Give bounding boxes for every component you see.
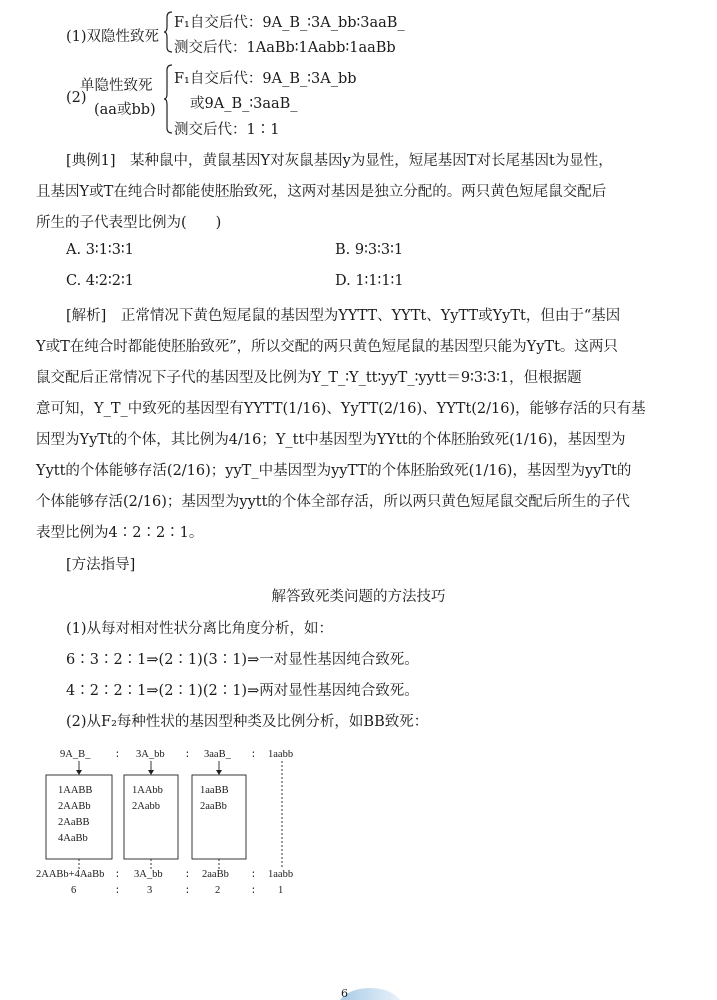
analysis-line-2: Y或T在纯合时都能使胚胎致死”，所以交配的两只黄色短尾鼠的基因型只能为YyTt。这两只 — [36, 339, 618, 355]
diagram-bottom-1: 2AABb+4AaBb — [36, 869, 105, 880]
single-recessive-number: (2) — [66, 90, 87, 106]
box-1-item: 2AaBB — [58, 817, 90, 828]
single-recessive-self-cross: F₁自交后代：9A_B_∶3A_bb — [174, 71, 357, 87]
double-recessive-label: (1)双隐性致死 — [66, 29, 160, 45]
page-number: 6 — [341, 987, 348, 1000]
diagram-sep-8: ∶ — [186, 886, 189, 897]
analysis-line-3: 鼠交配后正常情况下子代的基因型及比例为Y_T_∶Y_tt∶yyT_∶yytt＝9∶3∶3∶1，但根据题 — [36, 370, 582, 386]
page-tab-decoration — [340, 986, 400, 1000]
box-2-item: 2Aabb — [132, 801, 160, 812]
diagram-ratio-1: 6 — [71, 885, 77, 896]
brace-2 — [164, 64, 174, 134]
diagram-top-1: 9A_B_ — [60, 749, 91, 760]
diagram-sep-7: ∶ — [116, 886, 119, 897]
diagram-sep-2: ∶ — [186, 750, 189, 761]
analysis-last-line: 表型比例为4∶2∶2∶1。 — [36, 525, 204, 541]
single-recessive-label-bottom: (aa或bb) — [94, 102, 156, 118]
box-2-item: 1AAbb — [132, 785, 163, 796]
diagram-ratio-3: 2 — [215, 885, 221, 896]
diagram-sep-3: ∶ — [252, 750, 255, 761]
method-step-1: (1)从每对相对性状分离比角度分析，如： — [66, 621, 334, 637]
analysis-line-4: 意可知，Y_T_中致死的基因型有YYTT(1/16)、YyTT(2/16)、YYTt(2/16)，能够存活的只有基 — [36, 401, 646, 417]
diagram-top-4: 1aabb — [268, 749, 294, 760]
box-3-item: 1aaBB — [200, 785, 229, 796]
method-example-1: 6∶3∶2∶1⇒(2∶1)(3∶1)⇒一对显性基因纯合致死。 — [66, 652, 419, 668]
double-recessive-self-cross: F₁自交后代：9A_B_∶3A_bb∶3aaB_ — [174, 15, 405, 31]
diagram-sep-4: ∶ — [116, 870, 119, 881]
example-line-3: 所生的子代表型比例为( ) — [36, 215, 222, 231]
diagram-top-3: 3aaB_ — [204, 749, 231, 760]
diagram-bottom-2: 3A_bb — [134, 869, 163, 880]
example-line-2: 且基因Y或T在纯合时都能使胚胎致死，这两对基因是独立分配的。两只黄色短尾鼠交配后 — [36, 184, 607, 200]
box-1-item: 2AABb — [58, 801, 91, 812]
diagram-top-2: 3A_bb — [136, 749, 165, 760]
option-d: D. 1∶1∶1∶1 — [335, 273, 404, 289]
diagram-ratio-2: 3 — [147, 885, 153, 896]
analysis-line-7: 个体能够存活(2/16)；基因型为yytt的个体全部存活，所以两只黄色短尾鼠交配后所生的子代 — [36, 494, 630, 510]
single-recessive-test-cross: 测交后代：1∶1 — [174, 122, 280, 138]
option-c: C. 4∶2∶2∶1 — [66, 273, 135, 289]
method-header: [方法指导] — [66, 557, 136, 573]
box-3-item: 2aaBb — [200, 801, 227, 812]
diagram-sep-6: ∶ — [252, 870, 255, 881]
diagram-bottom-3: 2aaBb — [202, 869, 229, 880]
method-title: 解答致死类问题的方法技巧 — [271, 589, 446, 605]
option-b: B. 9∶3∶3∶1 — [335, 242, 404, 258]
brace-1 — [164, 11, 174, 53]
single-recessive-or-line: 或9A_B_∶3aaB_ — [190, 96, 298, 112]
method-step-2: (2)从F₂每种性状的基因型种类及比例分析，如BB致死： — [66, 714, 429, 730]
single-recessive-label-top: 单隐性致死 — [80, 78, 153, 94]
analysis-line-1: [解析] 正常情况下黄色短尾鼠的基因型为YYTT、YYTt、YyTT或YyTt，但由于“基因 — [66, 308, 621, 324]
analysis-line-5: 因型为YyTt的个体，其比例为4/16；Y_tt中基因型为YYtt的个体胚胎致死(1/16)，基因型为 — [36, 432, 626, 448]
diagram-sep-9: ∶ — [252, 886, 255, 897]
example-line-1: [典例1] 某种鼠中，黄鼠基因Y对灰鼠基因y为显性，短尾基因T对长尾基因t为显性， — [66, 153, 613, 169]
diagram-ratio-4: 1 — [278, 885, 284, 896]
analysis-line-6: Yytt的个体能够存活(2/16)；yyT_中基因型为yyTT的个体胚胎致死(1/16)，基因型为yyTt的 — [36, 463, 632, 479]
box-1-item: 1AABB — [58, 785, 93, 796]
diagram-bottom-4: 1aabb — [268, 869, 294, 880]
double-recessive-test-cross: 测交后代：1AaBb∶1Aabb∶1aaBb — [174, 40, 396, 56]
genotype-diagram — [34, 743, 324, 903]
option-a: A. 3∶1∶3∶1 — [66, 242, 134, 258]
method-example-2: 4∶2∶2∶1⇒(2∶1)(2∶1)⇒两对显性基因纯合致死。 — [66, 683, 419, 699]
box-1-item: 4AaBb — [58, 833, 88, 844]
diagram-sep-1: ∶ — [116, 750, 119, 761]
diagram-sep-5: ∶ — [186, 870, 189, 881]
